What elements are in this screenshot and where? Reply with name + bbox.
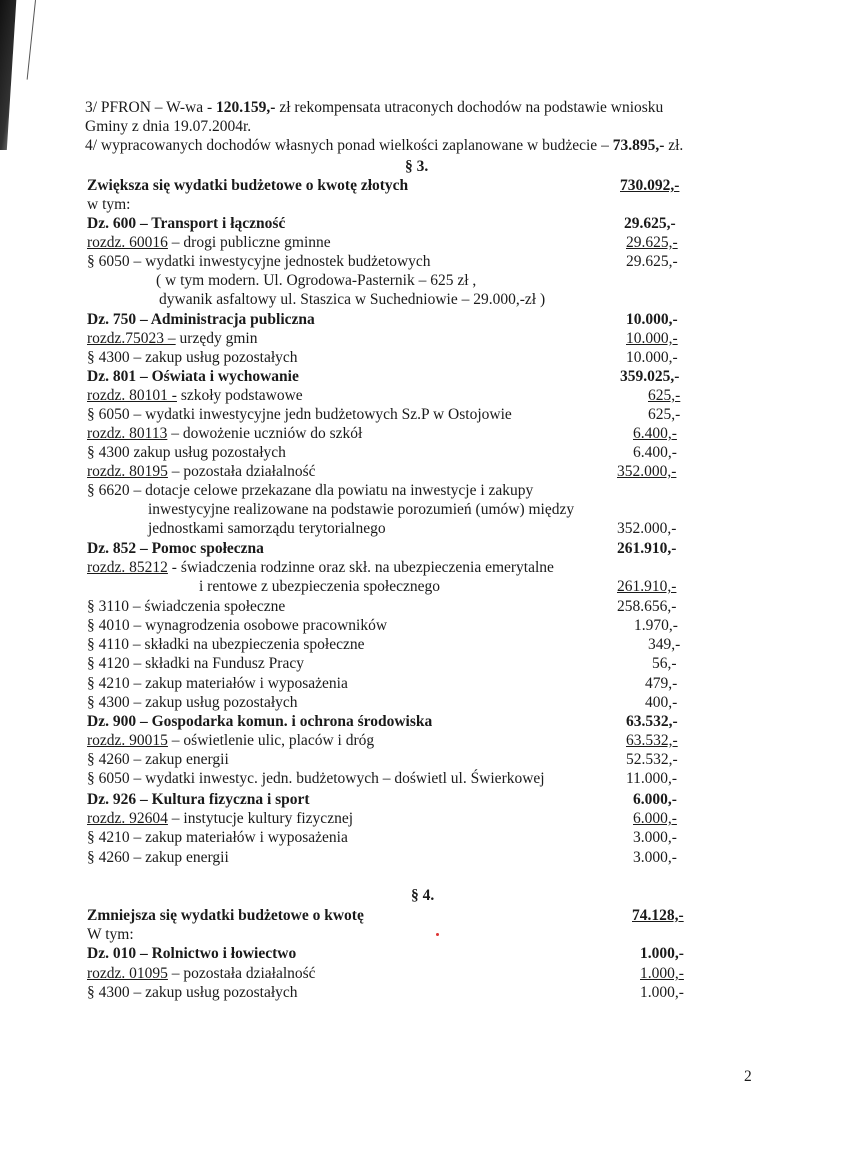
dz801-rozdz-80101-amount: 625,- — [648, 387, 681, 404]
section-4-w-tym: W tym: — [87, 926, 134, 943]
dz750-title: Dz. 750 – Administracja publiczna — [87, 311, 315, 328]
pfron-date-line: Gminy z dnia 19.07.2004r. — [85, 118, 252, 135]
dz801-rozdz-80113-amount: 6.400,- — [633, 425, 677, 442]
dz600-rozdz — [87, 233, 331, 252]
rozdz-text: – pozostała działalność — [167, 965, 316, 982]
dz801-rozdz-80195 — [87, 462, 316, 481]
rozdz-code: rozdz. 90015 — [87, 732, 168, 749]
dz852-amount: 261.910,- — [617, 540, 677, 557]
dz852-paragraph-4120: § 4120 – składki na Fundusz Pracy — [87, 655, 304, 672]
red-ink-dot — [436, 933, 439, 936]
dz900-amount: 63.532,- — [626, 713, 678, 730]
dz750-paragraph-amount: 10.000,- — [626, 349, 678, 366]
dz010-rozdz-amount: 1.000,- — [640, 965, 684, 982]
section-3-title: Zwiększa się wydatki budżetowe o kwotę złotych — [87, 177, 409, 194]
dz852-paragraph-4300-amount: 400,- — [645, 694, 678, 711]
dz852-paragraph-4210: § 4210 – zakup materiałów i wyposażenia — [87, 675, 348, 692]
dz010-amount: 1.000,- — [640, 945, 684, 962]
dz801-paragraph-6620-line-2: inwestycyjne realizowane na podstawie porozumień (umów) między — [148, 501, 575, 518]
dz801-paragraph-6620-line-3: jednostkami samorządu terytorialnego — [148, 520, 386, 537]
rozdz-text: – instytucje kultury fizycznej — [167, 810, 354, 827]
rozdz-code: rozdz. 01095 — [87, 965, 168, 982]
section-4-total: 74.128,- — [632, 907, 684, 924]
dz900-paragraph-6050: § 6050 – wydatki inwestyc. jedn. budżetowych – doświetl ul. Świerkowej — [87, 770, 545, 787]
dz801-paragraph-6050-amount: 625,- — [648, 406, 681, 423]
rozdz-text: – pozostała działalność — [167, 463, 316, 480]
pfron-text: 3/ PFRON – W-wa - — [85, 99, 217, 116]
pfron-line — [85, 98, 663, 117]
dz900-title: Dz. 900 – Gospodarka komun. i ochrona środowiska — [87, 713, 433, 730]
dz852-paragraph-4300: § 4300 – zakup usług pozostałych — [87, 694, 298, 711]
dz852-paragraph-4010: § 4010 – wynagrodzenia osobowe pracowników — [87, 617, 388, 634]
dz801-paragraph-4300-amount: 6.400,- — [633, 444, 677, 461]
dz801-rozdz-80113 — [87, 424, 362, 443]
dz852-rozdz-text-2: i rentowe z ubezpieczenia społecznego — [199, 578, 440, 595]
dz900-paragraph-4260: § 4260 – zakup energii — [87, 751, 229, 768]
dz926-title: Dz. 926 – Kultura fizyczna i sport — [87, 791, 310, 808]
own-income-amount: 73.895,- — [612, 137, 665, 154]
dz852-paragraph-4120-amount: 56,- — [652, 655, 677, 672]
dz852-paragraph-4110: § 4110 – składki na ubezpieczenia społeczne — [87, 636, 365, 653]
dz801-paragraph-4300: § 4300 zakup usług pozostałych — [87, 444, 286, 461]
dz010-rozdz — [87, 964, 316, 983]
dz926-paragraph-4210: § 4210 – zakup materiałów i wyposażenia — [87, 829, 348, 846]
dz852-title: Dz. 852 – Pomoc społeczna — [87, 540, 264, 557]
dz852-paragraph-4210-amount: 479,- — [645, 675, 678, 692]
section-4-title: Zmniejsza się wydatki budżetowe o kwotę — [87, 907, 364, 924]
rozdz-text: – oświetlenie ulic, placów i dróg — [167, 732, 375, 749]
dz852-paragraph-4010-amount: 1.970,- — [634, 617, 678, 634]
dz801-rozdz-80101 — [87, 386, 303, 405]
dz852-paragraph-3110: § 3110 – świadczenia społeczne — [87, 598, 286, 615]
pfron-description: zł rekompensata utraconych dochodów na podstawie wniosku — [275, 99, 664, 116]
scan-shadow-edge — [0, 0, 34, 150]
dz852-paragraph-3110-amount: 258.656,- — [617, 598, 677, 615]
own-income-text: 4/ wypracowanych dochodów własnych ponad wielkości zaplanowane w budżecie – — [85, 137, 613, 154]
own-income-line — [85, 136, 683, 155]
dz801-paragraph-6050: § 6050 – wydatki inwestycyjne jedn budżetowych Sz.P w Ostojowie — [87, 406, 512, 423]
dz600-paragraph: § 6050 – wydatki inwestycyjne jednostek budżetowych — [87, 253, 431, 270]
dz750-rozdz — [87, 329, 257, 348]
rozdz-code: rozdz. 92604 — [87, 810, 168, 827]
dz600-title: Dz. 600 – Transport i łączność — [87, 215, 286, 232]
rozdz-text: – dowożenie uczniów do szkół — [167, 425, 363, 442]
rozdz-text: - świadczenia rodzinne oraz skł. na ubezpieczenia emerytalne — [167, 559, 554, 576]
dz852-paragraph-4110-amount: 349,- — [648, 636, 681, 653]
dz600-amount: 29.625,- — [624, 215, 676, 232]
dz852-rozdz-85212 — [87, 558, 554, 577]
dz926-paragraph-4260: § 4260 – zakup energii — [87, 849, 229, 866]
dz750-amount: 10.000,- — [626, 311, 678, 328]
section-4-heading: § 4. — [411, 887, 435, 904]
section-3-w-tym: w tym: — [87, 196, 131, 213]
dz926-paragraph-4260-amount: 3.000,- — [633, 849, 677, 866]
dz852-rozdz-amount: 261.910,- — [617, 578, 677, 595]
dz600-paragraph-amount: 29.625,- — [626, 253, 678, 270]
dz801-amount: 359.025,- — [620, 368, 680, 385]
rozdz-code: rozdz.75023 – — [87, 330, 176, 347]
dz600-note-1: ( w tym modern. Ul. Ogrodowa-Pasternik – 625 zł , — [156, 272, 477, 289]
rozdz-text: – drogi publiczne gminne — [167, 234, 331, 251]
rozdz-code: rozdz. 80195 — [87, 463, 168, 480]
dz801-rozdz-80195-amount: 352.000,- — [617, 463, 677, 480]
dz926-paragraph-4210-amount: 3.000,- — [633, 829, 677, 846]
rozdz-code: rozdz. 80113 — [87, 425, 168, 442]
dz926-rozdz-amount: 6.000,- — [633, 810, 677, 827]
dz900-paragraph-6050-amount: 11.000,- — [626, 770, 678, 787]
dz010-title: Dz. 010 – Rolnictwo i łowiectwo — [87, 945, 297, 962]
dz010-paragraph-4300: § 4300 – zakup usług pozostałych — [87, 984, 298, 1001]
dz750-paragraph: § 4300 – zakup usług pozostałych — [87, 349, 298, 366]
scan-fold-line — [27, 0, 36, 80]
rozdz-code: rozdz. 85212 — [87, 559, 168, 576]
section-3-total: 730.092,- — [620, 177, 680, 194]
rozdz-code: rozdz. 80101 - — [87, 387, 177, 404]
own-income-currency: zł. — [664, 137, 684, 154]
dz801-title: Dz. 801 – Oświata i wychowanie — [87, 368, 299, 385]
rozdz-text: urzędy gmin — [175, 330, 258, 347]
dz801-paragraph-6620-line-1: § 6620 – dotacje celowe przekazane dla powiatu na inwestycje i zakupy — [87, 482, 534, 499]
dz926-amount: 6.000,- — [633, 791, 677, 808]
rozdz-code: rozdz. 60016 — [87, 234, 168, 251]
rozdz-text: szkoły podstawowe — [176, 387, 303, 404]
dz926-rozdz — [87, 809, 353, 828]
dz600-rozdz-amount: 29.625,- — [626, 234, 678, 251]
dz900-rozdz-amount: 63.532,- — [626, 732, 678, 749]
section-3-heading: § 3. — [405, 158, 429, 175]
dz801-paragraph-6620-amount: 352.000,- — [617, 520, 677, 537]
dz600-note-2: dywanik asfaltowy ul. Staszica w Suchedniowie – 29.000,-zł ) — [159, 291, 546, 308]
dz900-paragraph-4260-amount: 52.532,- — [626, 751, 678, 768]
dz010-paragraph-4300-amount: 1.000,- — [640, 984, 684, 1001]
dz750-rozdz-amount: 10.000,- — [626, 330, 678, 347]
page-number: 2 — [744, 1068, 752, 1085]
dz900-rozdz — [87, 731, 374, 750]
pfron-amount: 120.159,- — [216, 99, 276, 116]
